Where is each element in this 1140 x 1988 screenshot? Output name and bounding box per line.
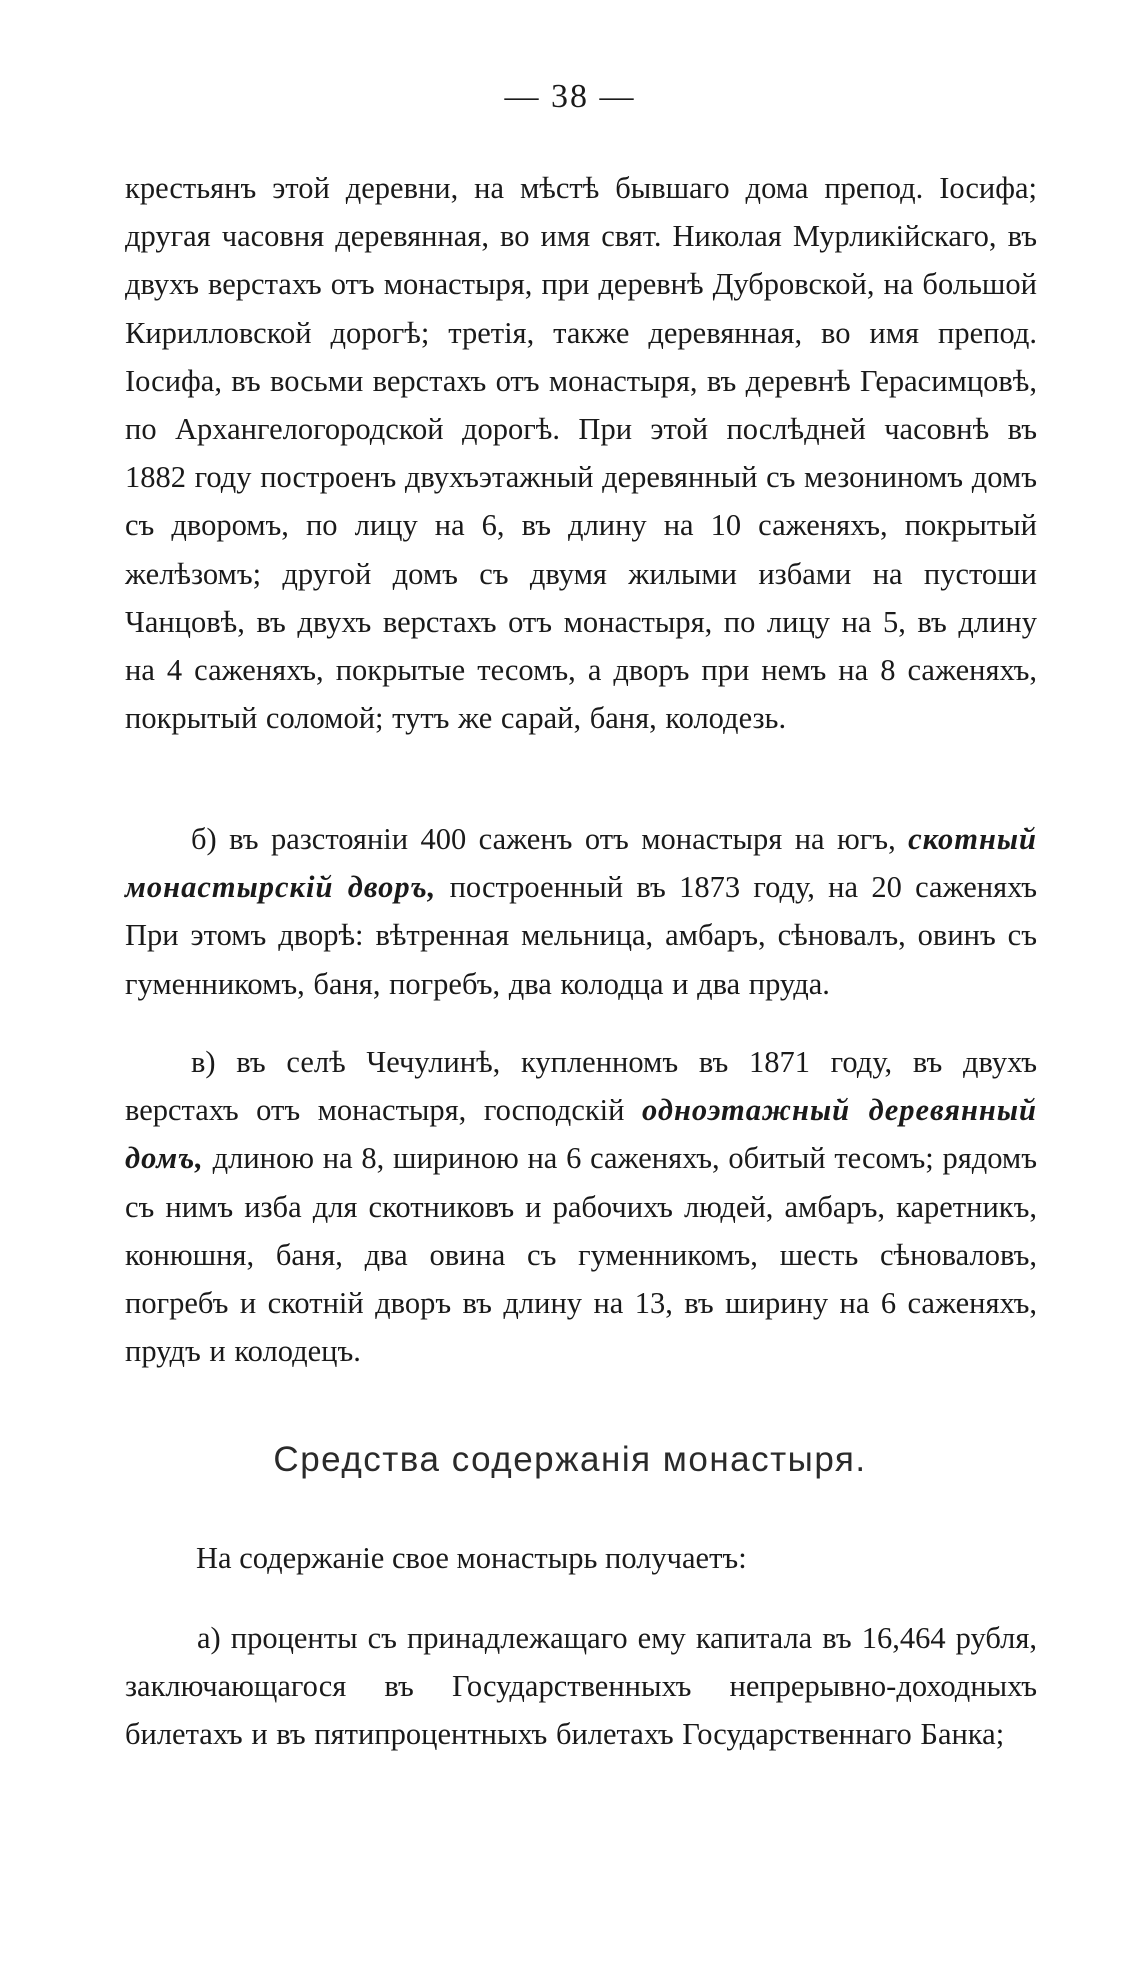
paragraph-cattle-yard-end: построенный въ 1873 году, на 20 саженяхъ При этомъ дворѣ: вѣтренная мельница, амбаръ, сѣновалъ, овинъ съ гуменникомъ, баня, погребъ, два колодца и два пруда. bbox=[125, 870, 1037, 1001]
section-intro: На содержаніе свое монастырь получаетъ: bbox=[196, 1541, 747, 1575]
paragraph-chechulino-end: длиною на 8, шириною на 6 саженяхъ, обитый тесомъ; рядомъ съ нимъ изба для скотниковъ и рабочихъ людей, амбаръ, каретникъ, конюшня, баня, два овина съ гуменникомъ, шесть сѣноваловъ, погребъ и скотній дворъ въ длину на 13, въ ширину на 6 саженяхъ, прудъ и колодецъ. bbox=[125, 1141, 1037, 1369]
paragraph-capital-interest: а) проценты съ принадлежащаго ему капитала въ 16,464 рубля, заключающагося въ Государственныхъ непрерывно-доходныхъ билетахъ и въ пятипроцентныхъ билетахъ Государственнаго Банка; bbox=[125, 1621, 1037, 1752]
paragraph-cattle-yard bbox=[125, 815, 1037, 1008]
section-heading: Средства содержанія монастыря. bbox=[273, 1440, 867, 1479]
page-number: — 38 — bbox=[504, 78, 636, 115]
paragraph-cattle-yard-start: б) въ разстояніи 400 саженъ отъ монастыря на югъ, bbox=[191, 822, 896, 856]
paragraph-chapels: крестьянъ этой деревни, на мѣстѣ бывшаго дома препод. Іосифа; другая часовня деревянная, во имя свят. Николая Мурликійскаго, въ двухъ верстахъ отъ монастыря, при деревнѣ Дубровской, на большой Кирилловской дорогѣ; третія, также деревянная, во имя препод. Іосифа, въ восьми верстахъ отъ монастыря, въ деревнѣ Герасимцовѣ, по Архангелогородской дорогѣ. При этой послѣдней часовнѣ въ 1882 году построенъ двухъэтажный деревянный съ мезониномъ домъ съ дворомъ, по лицу на 6, въ длину на 10 саженяхъ, покрытый желѣзомъ; другой домъ съ двумя жилыми избами на пустоши Чанцовѣ, въ двухъ верстахъ отъ монастыря, по лицу на 5, въ длину на 4 саженяхъ, покрытые тесомъ, а дворъ при немъ на 8 саженяхъ, покрытый соломой; тутъ же сарай, баня, колодезь. bbox=[125, 171, 1037, 736]
paragraph-chechulino-start: в) въ селѣ Чечулинѣ, купленномъ въ 1871 году, въ двухъ верстахъ отъ монастыря, господскій bbox=[125, 1045, 1037, 1128]
paragraph-chechulino bbox=[125, 1038, 1037, 1375]
manor-house-emphasis: одноэтажный деревянный домъ, bbox=[125, 1093, 1037, 1176]
cattle-yard-emphasis: скотный монастырскій дворъ, bbox=[125, 822, 1038, 905]
